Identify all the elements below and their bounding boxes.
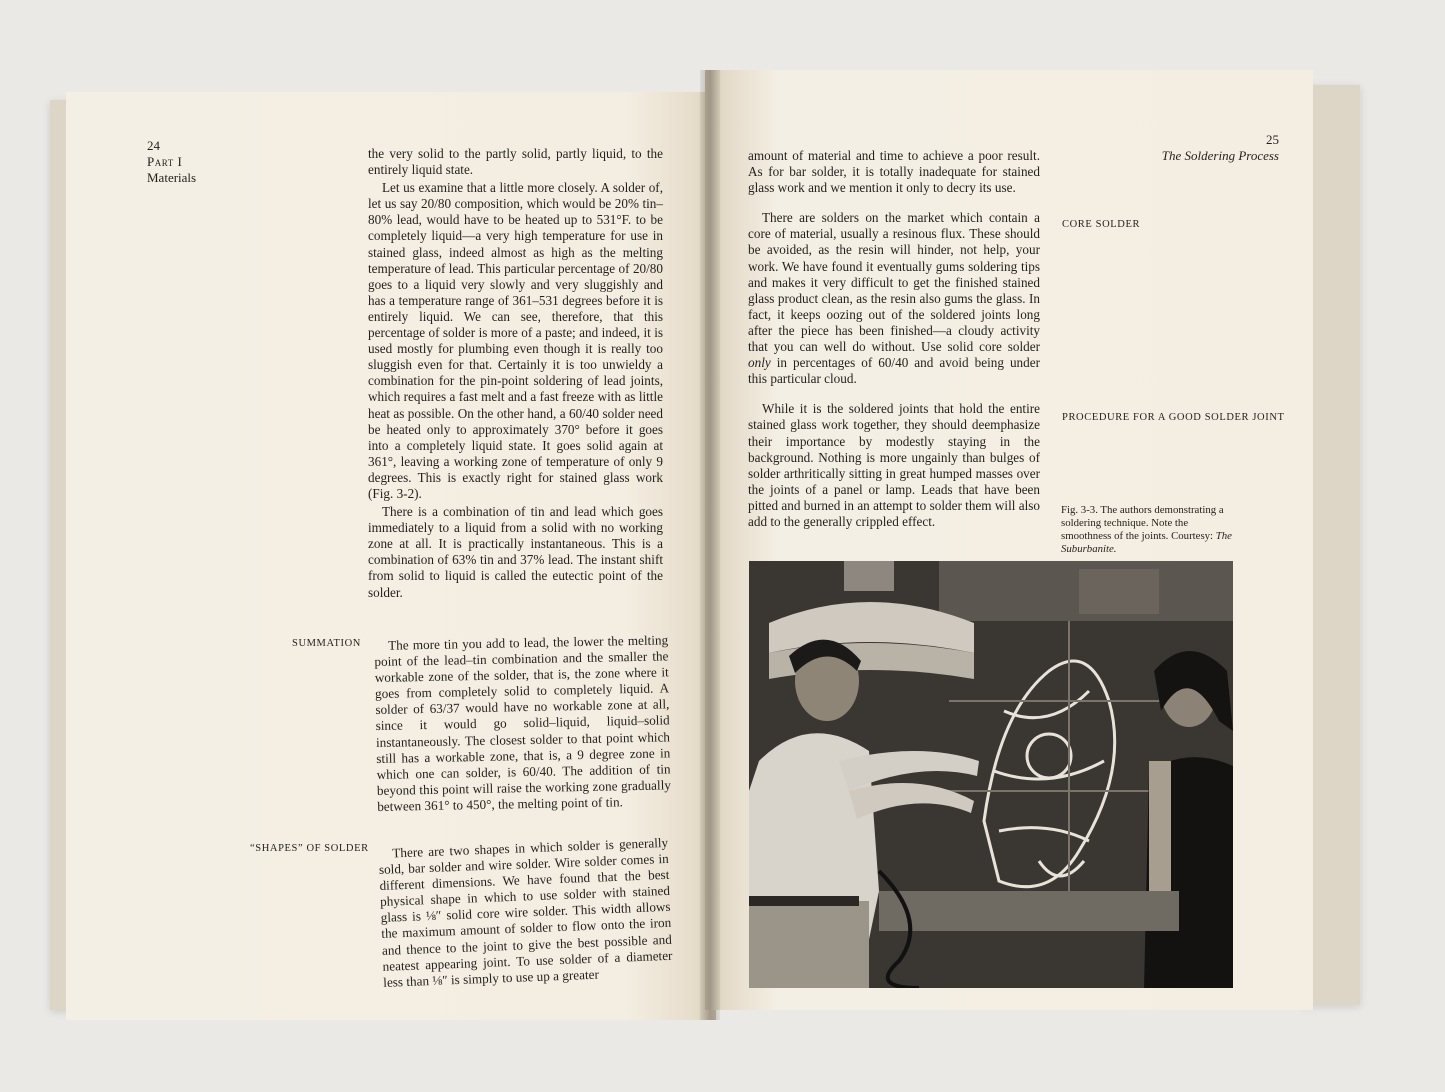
procedure-heading: PROCEDURE FOR A GOOD SOLDER JOINT	[1062, 412, 1285, 423]
paragraph: There are two shapes in which solder is generally sold, bar solder and wire solder. Wire solder comes in different dimensions. We have found that the best physical shape in which to use solder with stained glass is ⅛″ solid core wire solder. This width allows the maximum amount of solder to flow onto the iron and thence to the joint to give the best possible and neatest appearing joint. To use solder of a diameter less than ⅛″ is simply to use up a greater	[378, 834, 673, 990]
emphasis: only	[748, 355, 771, 371]
text-run: There are solders on the market which contain a core of material, usually a resinous flux. These should be avoided, as the resin will hinder, not help, your work. We have found it eventually gums soldering tips and makes it very difficult to get the finished stained glass product clean, as the resin also gums the glass. In fact, it keeps oozing out of the soldered joints long after the piece has been finished—a cloudy activity that you can well do without. Use solid core solder	[748, 210, 1040, 355]
shapes-heading: “SHAPES” OF SOLDER	[250, 843, 369, 854]
section-label: Materials	[147, 170, 197, 185]
summation-heading: SUMMATION	[292, 638, 361, 649]
left-column-top	[368, 146, 663, 613]
left-page-number: 24	[147, 138, 160, 153]
right-page-number: 25	[1266, 132, 1279, 147]
core-solder-paragraph	[748, 210, 1040, 387]
paragraph: the very solid to the partly solid, partly liquid, to the entirely liquid state.	[368, 146, 663, 178]
running-title: The Soldering Process	[1161, 148, 1279, 163]
paragraph: There is a combination of tin and lead which goes immediately to a liquid from a solid with no working zone at all. It is practically instantaneous. This is a combination of 63% tin and 37% lead. The instant shift from solid to liquid is called the eutectic point of the solder.	[368, 504, 663, 600]
book-spine-shadow	[700, 70, 720, 1020]
caption-source: The Suburbanite.	[1061, 530, 1232, 555]
paragraph: amount of material and time to achieve a poor result. As for bar solder, it is totally inadequate for stained glass work and we mention it only to decry its use.	[748, 148, 1040, 196]
paragraph: While it is the soldered joints that hold the entire stained glass work together, they should deemphasize their importance by modestly staying in the background. Nothing is more ungainly than bulges of solder arthritically sitting in great humped masses over the joints of a panel or lamp. Leads that have been pitted and burned in an attempt to solder them will also add to the generally crippled effect.	[748, 401, 1040, 529]
text-run: in percentages of 60/40 and avoid being under this particular cloud.	[748, 355, 1040, 387]
paragraph: Let us examine that a little more closely. A solder of, let us say 20/80 composition, which would be 20% tin–80% lead, would have to be heated up to 531°F. to be completely liquid—a very high temperature for use in stained glass, indeed almost as high as the melting temperature of lead. This particular percentage of 20/80 goes to a liquid very slowly and very sluggishly and has a temperature range of 361–531 degrees before it is entirely liquid. We can see, therefore, that this percentage of solder is more of a paste; and indeed, it is used mostly for plumbing even though it is really too sluggish even for that. Certainly it is too unwieldy a combination for the pin-point soldering of lead joints, which requires a fast melt and a fast freeze with as little heat as possible. On the other hand, a 60/40 solder need be heated only to approximately 370° before it goes into a completely liquid state. It goes solid again at 361°, leaving a working zone of temperature of only 9 degrees. This is exactly right for stained glass work (Fig. 3-2).	[368, 180, 663, 501]
right-column	[748, 148, 1040, 544]
shapes-column	[378, 835, 674, 1003]
figure-caption	[1061, 504, 1239, 556]
caption-text: Fig. 3-3. The authors demonstrating a soldering technique. Note the smoothness of the joints. Courtesy:	[1061, 504, 1224, 542]
photograph-icon	[749, 561, 1233, 988]
left-page-folio	[147, 138, 196, 186]
right-page-folio	[1162, 132, 1279, 164]
core-solder-heading: CORE SOLDER	[1062, 219, 1141, 230]
part-label: Part I	[147, 154, 183, 169]
paragraph: The more tin you add to lead, the lower the melting point of the lead–tin combination and the smaller the workable zone of the solder, that is, the zone where it goes from completely solid to completely liquid. A solder of 63/37 would have no workable zone at all, since it would go solid–liquid, liquid–solid instantaneously. The closest solder to that point which still has a workable zone, that is, a 9 degree zone in which one can solder, is 60/40. The addition of tin beyond this point will raise the working zone gradually between 361° to 450°, the melting point of tin.	[374, 632, 672, 814]
photo-drawing	[749, 561, 1233, 988]
summation-column	[374, 632, 672, 827]
